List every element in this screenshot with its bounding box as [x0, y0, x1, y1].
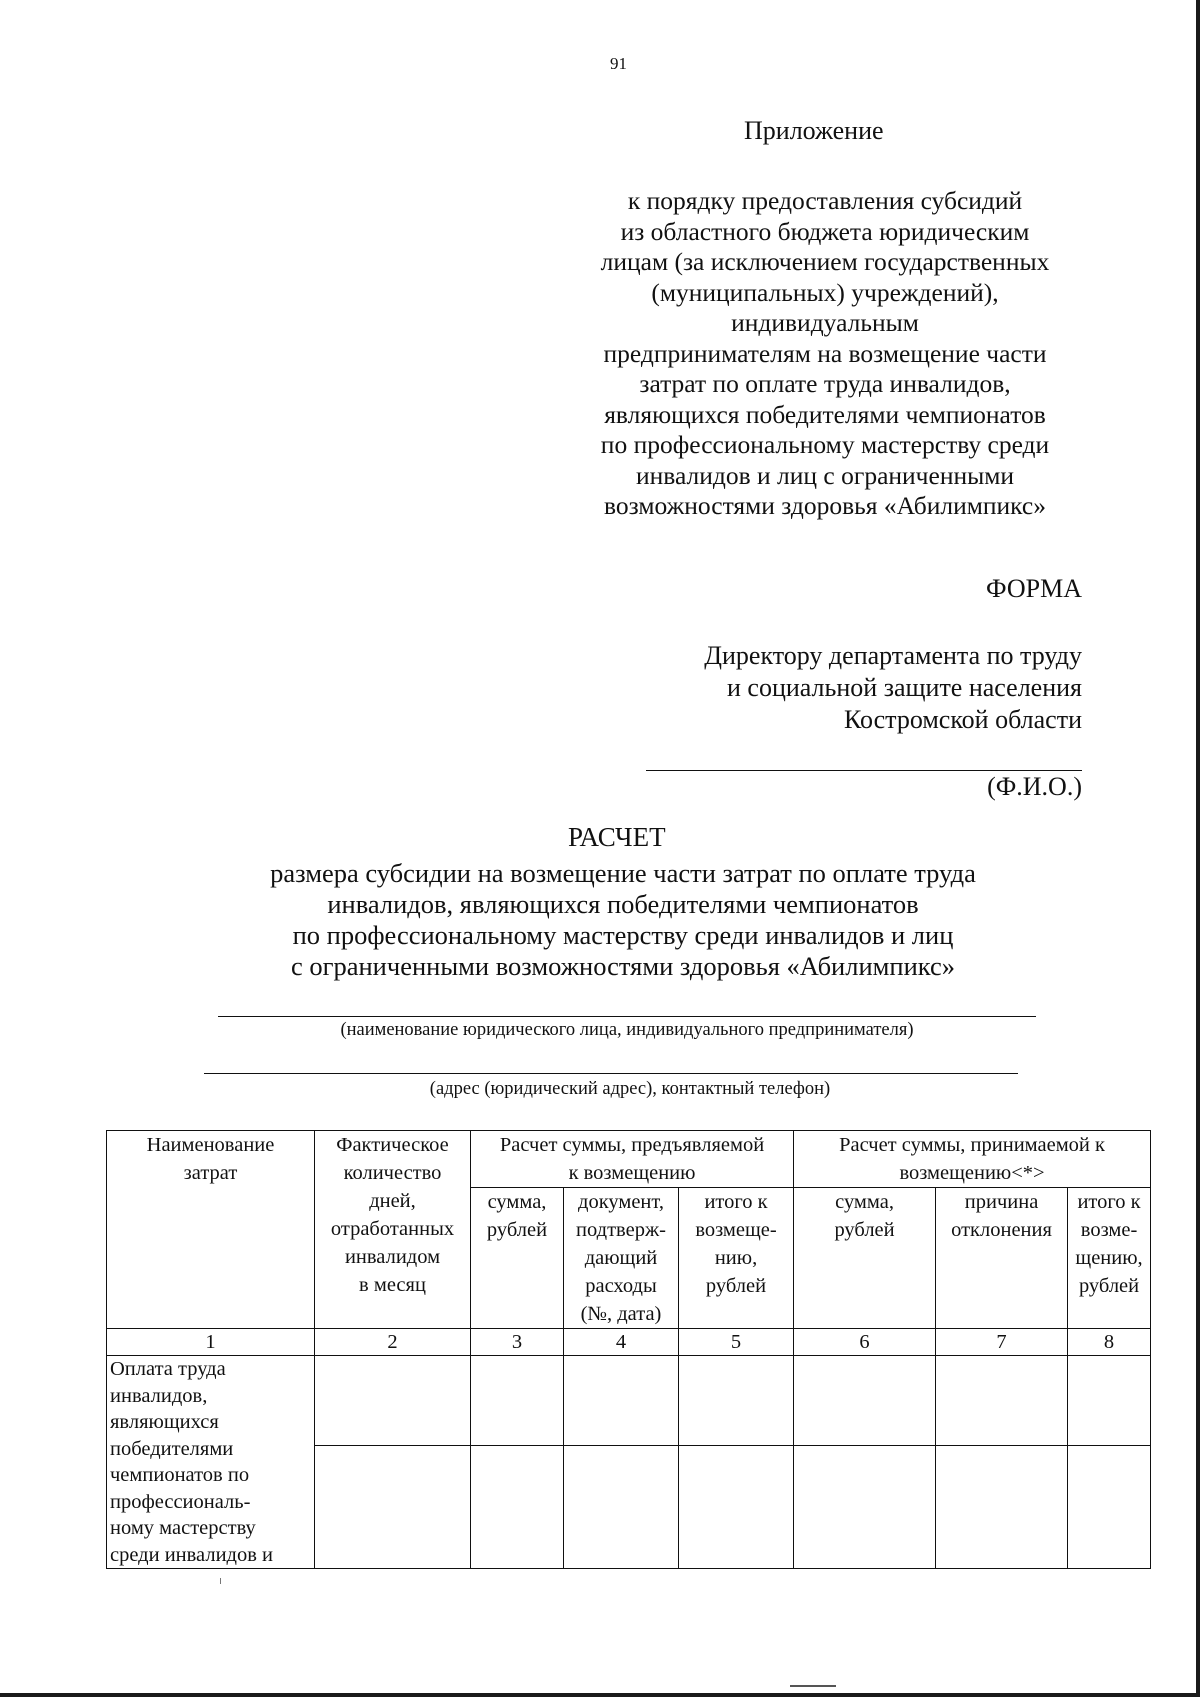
table-cell[interactable] [471, 1356, 564, 1446]
column-number-row [107, 1329, 1151, 1356]
appendix-line: по профессиональному мастерству среди [600, 430, 1050, 459]
table-cell[interactable] [1068, 1356, 1151, 1446]
table-cell[interactable] [1068, 1446, 1151, 1569]
table-cell[interactable] [315, 1446, 471, 1569]
footer-mark [790, 1685, 836, 1687]
header-deviation-reason: причина отклонения [936, 1188, 1068, 1329]
recipient-line: и социальной защите населения [726, 673, 1082, 702]
row-label-wages: Оплата труда инвалидов, являющихся победителями чемпионатов по профессиональ- ному мастерству среди инвалидов и [107, 1356, 315, 1569]
header-accepted-sum: сумма, рублей [794, 1188, 936, 1329]
calculation-subtitle [200, 858, 1046, 982]
fio-signature-line[interactable] [646, 770, 1082, 771]
recipient-block [704, 640, 1082, 736]
table-cell[interactable] [564, 1446, 679, 1569]
subtitle-line: инвалидов, являющихся победителями чемпионатов [327, 889, 919, 919]
header-claimed-sum: сумма, рублей [471, 1188, 564, 1329]
table-row [107, 1356, 1151, 1446]
table-cell[interactable] [794, 1356, 936, 1446]
column-number: 1 [107, 1329, 315, 1356]
table-cell[interactable] [936, 1446, 1068, 1569]
appendix-text [560, 186, 1090, 522]
form-label: ФОРМА [986, 574, 1082, 603]
column-number: 4 [564, 1329, 679, 1356]
calculation-table [106, 1130, 1151, 1569]
recipient-line: Костромской области [843, 705, 1082, 734]
table-cell[interactable] [936, 1356, 1068, 1446]
header-days-worked: Фактическое количество дней, отработанных инвалидом в месяц [315, 1131, 471, 1329]
header-claimed-total: итого к возмеще- нию, рублей [679, 1188, 794, 1329]
table-cell[interactable] [679, 1446, 794, 1569]
column-number: 8 [1068, 1329, 1151, 1356]
fio-caption: (Ф.И.О.) [987, 772, 1082, 801]
subtitle-line: размера субсидии на возмещение части затрат по оплате труда [270, 858, 976, 888]
header-claimed-document: документ, подтверж- дающий расходы (№, дата) [564, 1188, 679, 1329]
appendix-line: являющихся победителями чемпионатов [604, 399, 1046, 429]
appendix-line: лицам (за исключением государственных [600, 247, 1050, 276]
calculation-title: РАСЧЕТ [568, 822, 666, 852]
table-cell[interactable] [315, 1356, 471, 1446]
column-number: 3 [471, 1329, 564, 1356]
table-cell[interactable] [794, 1446, 936, 1569]
address-caption: (адрес (юридический адрес), контактный телефон) [429, 1079, 831, 1099]
header-accepted-total: итого к возме- щению, рублей [1068, 1188, 1151, 1329]
appendix-line: (муниципальных) учреждений), [651, 277, 999, 307]
header-accepted-group: Расчет суммы, принимаемой к возмещению<*> [794, 1131, 1151, 1188]
table-header-row [107, 1131, 1151, 1188]
appendix-line: индивидуальным [731, 308, 919, 337]
table-cell[interactable] [471, 1446, 564, 1569]
appendix-line: инвалидов и лиц с ограниченными [635, 460, 1015, 490]
appendix-title: Приложение [744, 116, 884, 145]
entity-name-caption: (наименование юридического лица, индивидуального предпринимателя) [340, 1020, 914, 1040]
appendix-line: затрат по оплате труда инвалидов, [639, 369, 1011, 398]
header-cost-name: Наименование затрат [107, 1131, 315, 1329]
table-cell[interactable] [679, 1356, 794, 1446]
page-number: 91 [610, 54, 627, 73]
header-claimed-group: Расчет суммы, предъявляемой к возмещению [471, 1131, 794, 1188]
entity-name-line[interactable] [218, 1016, 1036, 1017]
recipient-line: Директору департамента по труду [704, 641, 1082, 670]
appendix-line: возможностями здоровья «Абилимпикс» [604, 491, 1046, 520]
appendix-line: предпринимателям на возмещение части [603, 338, 1047, 368]
scan-mark [220, 1578, 221, 1584]
subtitle-line: по профессиональному мастерству среди инвалидов и лиц [292, 920, 954, 950]
column-number: 2 [315, 1329, 471, 1356]
appendix-line: к порядку предоставления субсидий [627, 186, 1023, 215]
address-line[interactable] [204, 1073, 1018, 1074]
column-number: 5 [679, 1329, 794, 1356]
column-number: 7 [936, 1329, 1068, 1356]
table-cell[interactable] [564, 1356, 679, 1446]
appendix-line: из областного бюджета юридическим [620, 216, 1030, 246]
column-number: 6 [794, 1329, 936, 1356]
subtitle-line: с ограниченными возможностями здоровья «Абилимпикс» [290, 951, 955, 981]
